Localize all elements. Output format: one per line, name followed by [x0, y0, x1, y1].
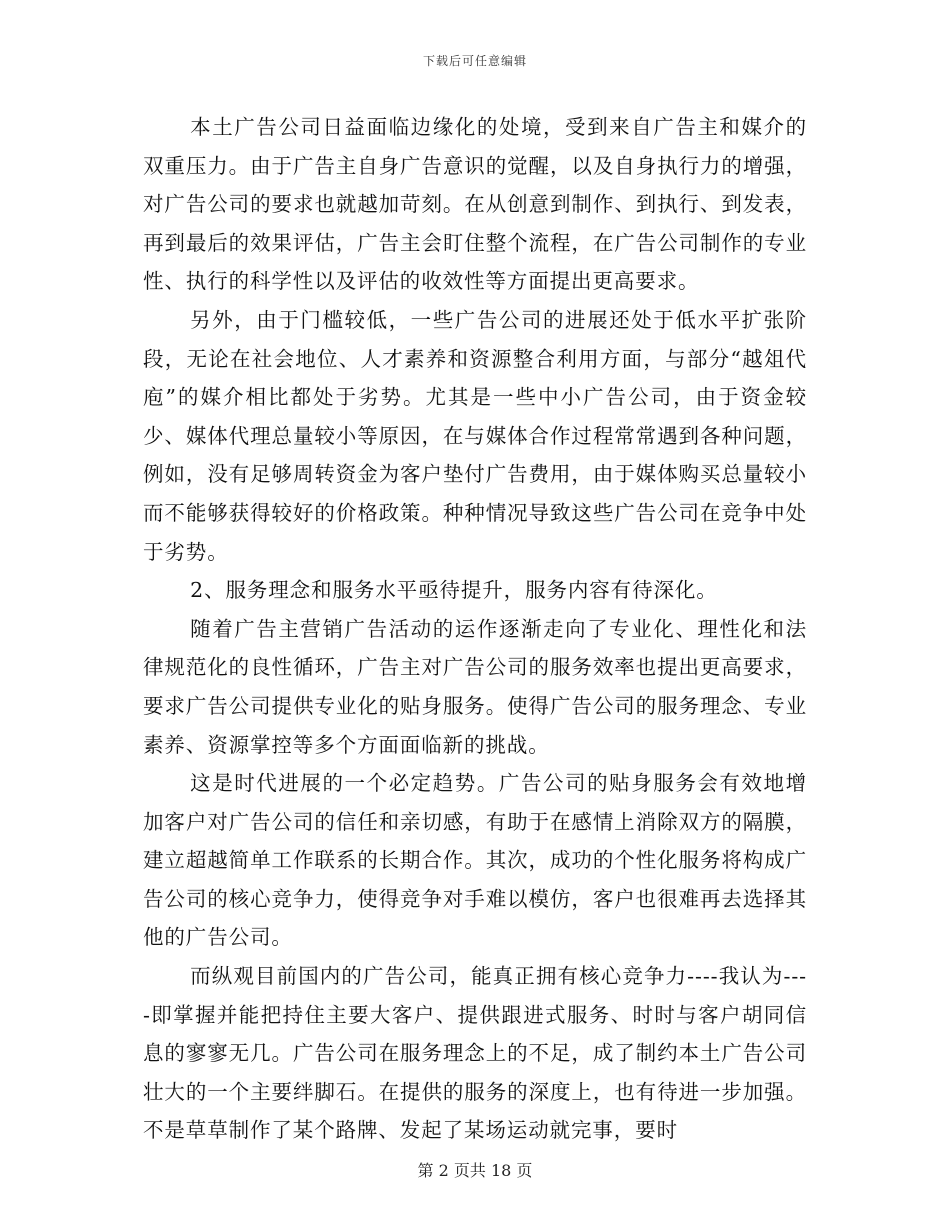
paragraph: 本土广告公司日益面临边缘化的处境，受到来自广告主和媒介的双重压力。由于广告主自身广告意识的觉醒，以及自身执行力的增强，对广告公司的要求也就越加苛刻。在从创意到制作、到执行、到发表，再到最后的效果评估，广告主会盯住整个流程，在广告公司制作的专业性、执行的科学性以及评估的收效性等方面提出更高要求。 [143, 115, 807, 294]
document-body [143, 108, 807, 1150]
download-note: 下载后可任意编辑 [422, 54, 527, 68]
paragraph: 这是时代进展的一个必定趋势。广告公司的贴身服务会有效地增加客户对广告公司的信任和亲切感，有助于在感情上消除双方的隔膜，建立超越简单工作联系的长期合作。其次，成功的个性化服务将构成广告公司的核心竞争力，使得竞争对手难以模仿，客户也很难再去选择其他的广告公司。 [143, 771, 807, 950]
paragraph: 随着广告主营销广告活动的运作逐渐走向了专业化、理性化和法律规范化的良性循环，广告主对广告公司的服务效率也提出更高要求，要求广告公司提供专业化的贴身服务。使得广告公司的服务理念、专业素养、资源掌控等多个方面面临新的挑战。 [143, 616, 807, 757]
paragraph: 另外，由于门槛较低，一些广告公司的进展还处于低水平扩张阶段，无论在社会地位、人才素养和资源整合利用方面，与部分“越俎代庖”的媒介相比都处于劣势。尤其是一些中小广告公司，由于资金较少、媒体代理总量较小等原因，在与媒体合作过程常常遇到各种问题，例如，没有足够周转资金为客户垫付广告费用，由于媒体购买总量较小而不能够获得较好的价格政策。种种情况导致这些广告公司在竞争中处于劣势。 [143, 307, 807, 564]
paragraph: 而纵观目前国内的广告公司，能真正拥有核心竞争力----我认为----即掌握并能把持住主要大客户、提供跟进式服务、时时与客户胡同信息的寥寥无几。广告公司在服务理念上的不足，成了制约本土广告公司壮大的一个主要绊脚石。在提供的服务的深度上，也有待进一步加强。不是草草制作了某个路牌、发起了某场运动就完事，要时 [143, 964, 807, 1143]
section-heading: 2、服务理念和服务水平亟待提升，服务内容有待深化。 [190, 578, 718, 603]
page-number: 第 2 页共 18 页 [417, 1161, 533, 1180]
